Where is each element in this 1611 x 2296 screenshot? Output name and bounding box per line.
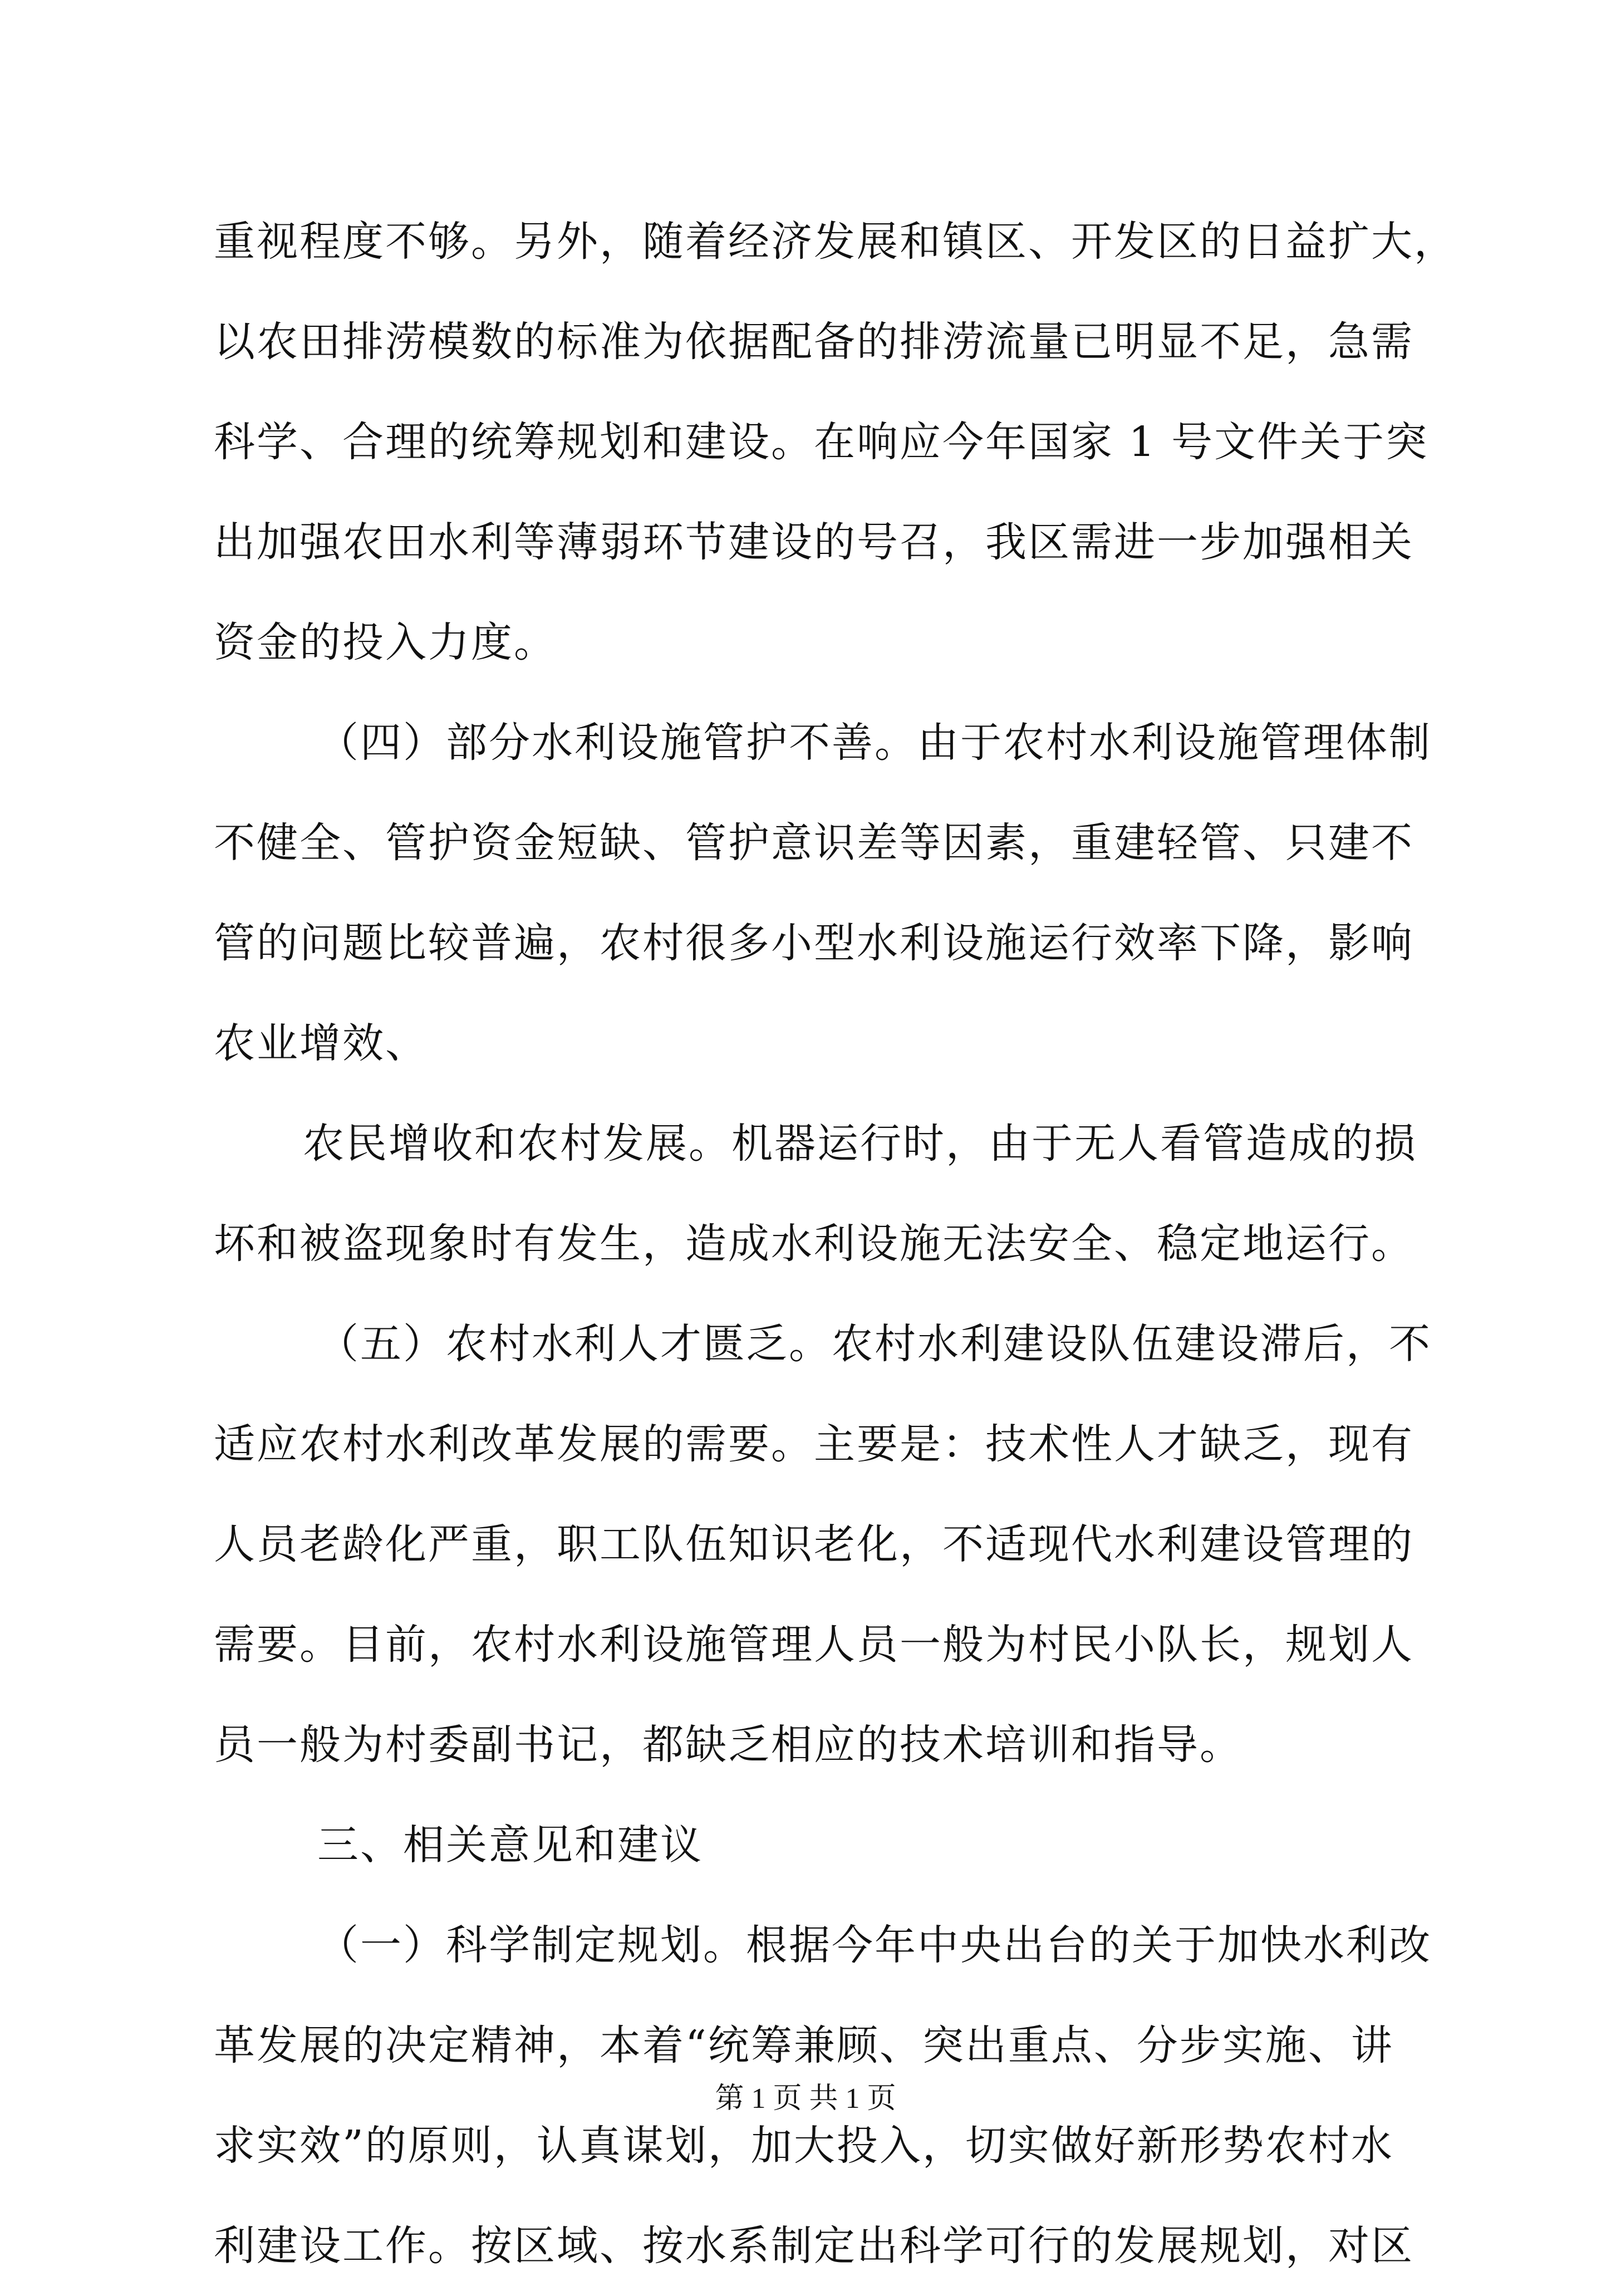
text-line: 求实效”的原则，认真谋划，加大投入，切实做好新形势农村水 [214,2122,1394,2170]
text-line: （一）科学制定规划。根据今年中央出台的关于加快水利改 [317,1921,1432,1969]
text-line: 以农田排涝模数的标准为依据配备的排涝流量已明显不足，急需 [214,318,1414,366]
text-line: 农民增收和农村发展。机器运行时，由于无人看管造成的损 [303,1120,1417,1167]
text-line: 需要。目前，农村水利设施管理人员一般为村民小队长，规划人 [214,1621,1414,1669]
text-line: 管的问题比较普遍，农村很多小型水利设施运行效率下降，影响 [214,919,1414,967]
text-line: 资金的投入力度。 [214,619,557,666]
body-text [214,192,1457,2296]
text-line: 农业增效、 [214,1019,428,1067]
text-line: 人员老龄化严重，职工队伍知识老化，不适现代水利建设管理的 [214,1520,1414,1568]
text-line: 革发展的决定精神，本着“统筹兼顾、突出重点、分步实施、讲 [214,2022,1394,2069]
page-footer: 第 1 页 共 1 页 [715,2083,896,2115]
text-line: 员一般为村委副书记，都缺乏相应的技术培训和指导。 [214,1721,1242,1769]
text-line: 不健全、管护资金短缺、管护意识差等因素，重建轻管、只建不 [214,819,1414,867]
text-line: 适应农村水利改革发展的需要。主要是：技术性人才缺乏，现有 [214,1420,1414,1468]
text-line: 科学、合理的统筹规划和建设。在响应今年国家 1 号文件关于突 [214,418,1429,466]
text-line: 出加强农田水利等薄弱环节建设的号召，我区需进一步加强相关 [214,518,1414,566]
text-line: 利建设工作。按区域、按水系制定出科学可行的发展规划，对区 [214,2222,1414,2270]
text-line: 三、相关意见和建议 [317,1821,703,1869]
text-line: （四）部分水利设施管护不善。由于农村水利设施管理体制 [317,719,1432,767]
text-line: （五）农村水利人才匮乏。农村水利建设队伍建设滞后，不 [317,1320,1432,1368]
text-line: 坏和被盗现象时有发生，造成水利设施无法安全、稳定地运行。 [214,1220,1414,1268]
text-line: 重视程度不够。另外，随着经济发展和镇区、开发区的日益扩大， [214,218,1457,266]
